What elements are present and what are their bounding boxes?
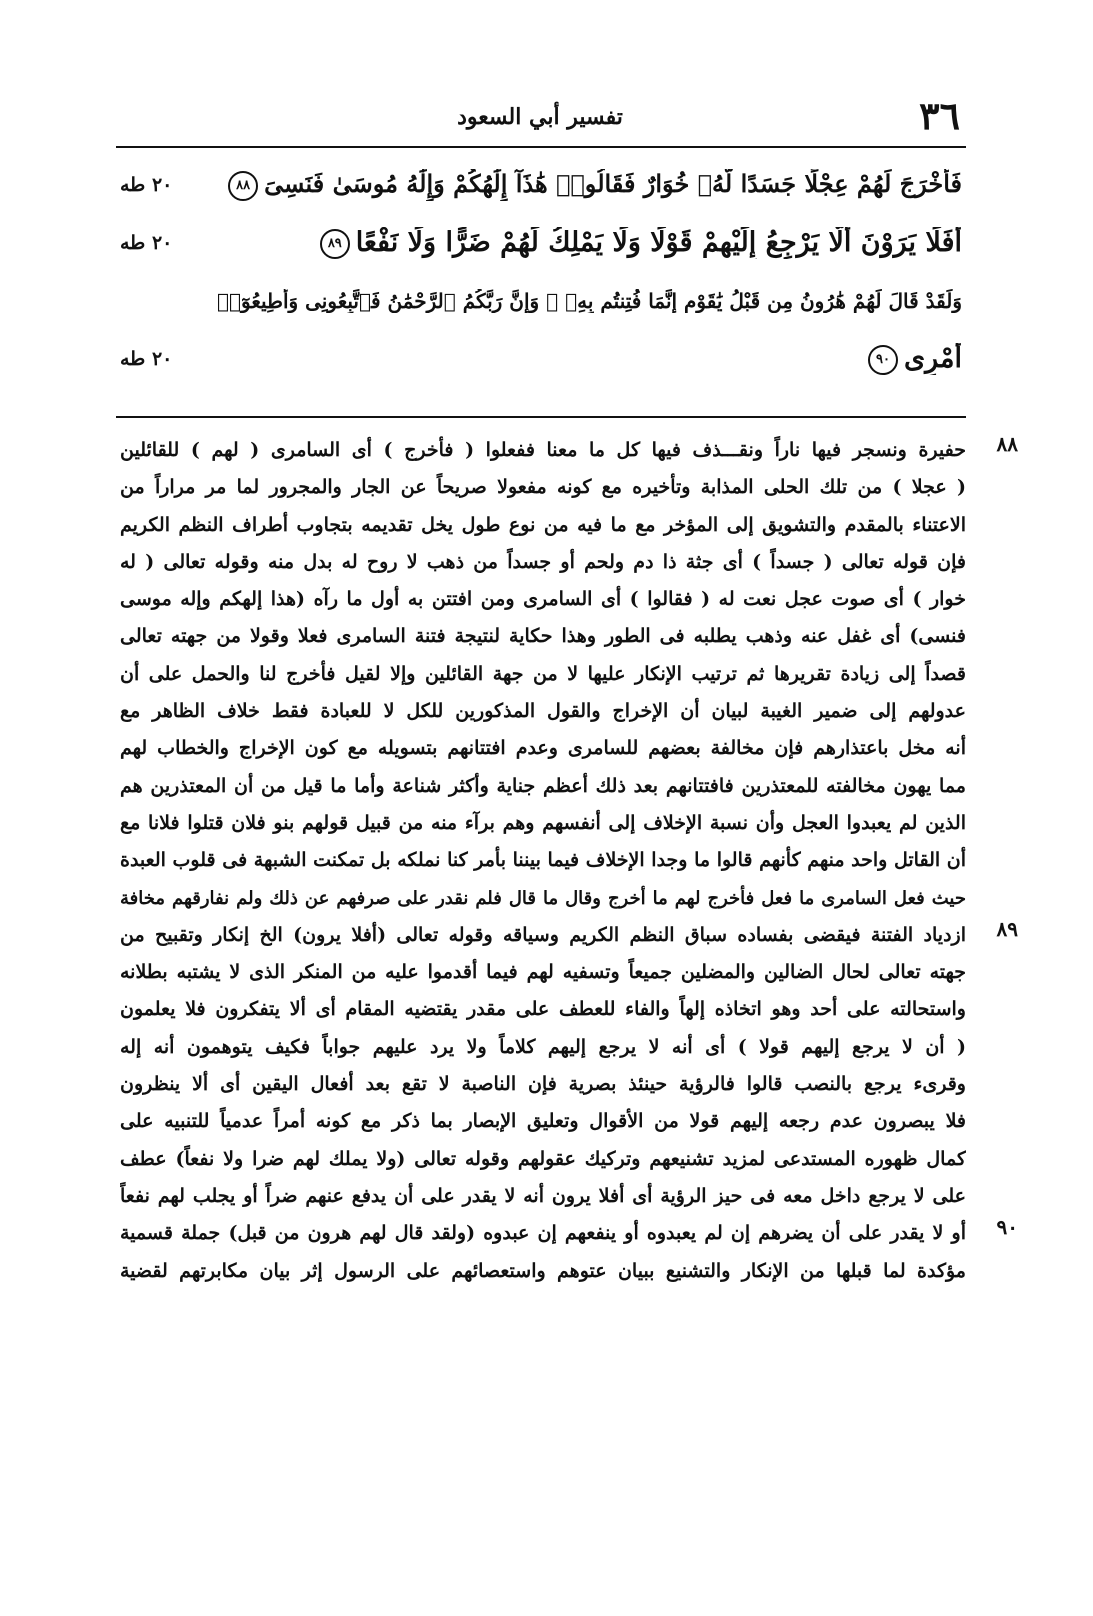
- verse-words: أَمْرِى: [904, 343, 962, 375]
- header-rule: [116, 146, 966, 148]
- commentary-line: الاعتناء بالمقدم والتشويق إلى المؤخر مع ما فيه من نوع طول يخل تقديمه بتجاوب أطراف النظم الكريم: [120, 513, 966, 536]
- commentary-line: ( عجلا ) من تلك الحلى المذابة وتأخيره مع كونه مفعولا صريحاً عن الجار والمجرور لما مر مراراً من: [120, 476, 966, 499]
- commentary-line: جهته تعالى لحال الضالين والمضلين جميعاً وتسفيه لهم فيما أقدموا عليه من المنكر الذى لا يشتبه بطلانه: [120, 961, 966, 984]
- verse-line: [120, 330, 962, 388]
- commentary-line: خوار ) أى صوت عجل نعت له ( فقالوا ) أى السامرى ومن افتتن به أول ما رآه (هذا إلهكم وإله موسى: [120, 588, 966, 611]
- commentary-line: أن القاتل واحد منهم كأنهم قالوا ما وجدا الإخلاف فيما بيننا بأمر كنا نملكه بل تمكنت الشبهة فى قلوب العبدة: [120, 849, 966, 872]
- commentary-line: عدولهم إلى ضمير الغيبة لبيان أن الإخراج والقول المذكورين للكل لا للعبادة فقط خلاف الظاهر مع: [120, 700, 966, 723]
- commentary-line: فإن قوله تعالى ( جسداً ) أى جثة ذا دم ولحم أو جسداً من ذهب لا روح له بدل منه وقوله تعالى ( له: [120, 550, 966, 573]
- verse-margin-number: ٨٨: [996, 432, 1018, 456]
- verse-words: فَأَخْرَجَ لَهُمْ عِجْلًا جَسَدًا لَّهُۥ خُوَارٌ فَقَالُوا۟ هَٰذَآ إِلَٰهُكُمْ وَإِلَٰهُ مُوسَىٰ فَنَسِىَ: [264, 169, 962, 199]
- commentary-block: [120, 432, 1018, 1290]
- commentary-line: وقرىء يرجع بالنصب قالوا فالرؤية حينئذ بصرية فإن الناصبة لا تقع بعد أفعال اليقين أى ألا ينظرون: [120, 1073, 966, 1096]
- commentary-line: كمال ظهوره المستدعى لمزيد تشنيعهم وتركيك عقولهم وقوله تعالى (ولا يملك لهم ضرا ولا نفعاً) عطف: [120, 1147, 966, 1170]
- commentary-line: أنه مخل باعتذارهم فإن مخالفة بعضهم للسامرى وعدم افتتانهم بتسويله مع كون الإخراج والخطاب لهم: [120, 737, 966, 760]
- verse-words: وَلَقَدْ قَالَ لَهُمْ هَٰرُونُ مِن قَبْلُ يَٰقَوْمِ إِنَّمَا فُتِنتُم بِهِۦ ۖ وَإِنَّ رَبَّكُمُ ٱلرَّحْمَٰنُ فَٱتَّبِعُونِى وَأَطِيعُوٓا۟: [217, 289, 962, 313]
- quran-verses-block: [120, 156, 962, 388]
- page-number: ٣٦: [919, 93, 960, 138]
- verse-margin-number: ٨٩: [996, 916, 1018, 941]
- verse-words: أَفَلَا يَرَوْنَ أَلَّا يَرْجِعُ إِلَيْهِمْ قَوْلًا وَلَا يَمْلِكُ لَهُمْ ضَرًّا وَلَا نَفْعًا: [355, 227, 962, 259]
- commentary-line: فلا يبصرون عدم رجعه إليهم قولا من الأقوال وتعليق الإبصار بما ذكر مع كونه أمراً عدمياً للتنبيه على: [120, 1110, 966, 1133]
- commentary-line: ( أن لا يرجع إليهم قولا ) أى أنه لا يرجع إليهم كلاماً ولا يرد عليهم جواباً فكيف يتوهمون أنه إله: [120, 1035, 966, 1058]
- commentary-line: مما يهون مخالفته للمعتذرين فافتتانهم بعد ذلك أعظم جناية وأكثر شناعة وأما ما قيل من أن المعتذرين هم: [120, 774, 966, 797]
- verse-margin-number: ٩٠: [996, 1215, 1018, 1240]
- commentary-line: أو لا يقدر على أن يضرهم إن لم يعبدوه أو ينفعهم إن عبدوه (ولقد قال لهم هرون من قبل) جملة قسمية: [120, 1222, 966, 1245]
- commentary-line: ازدياد الفتنة فيقضى بفساده سباق النظم الكريم وسياقه وقوله تعالى (أفلا يرون) الخ إنكار وتقبيح من: [120, 923, 966, 946]
- verse-text: [212, 289, 962, 313]
- ayah-number-marker: ٨٩: [320, 229, 350, 259]
- ayah-number-marker: ٩٠: [868, 345, 898, 375]
- verse-line: [120, 214, 962, 272]
- page-header: [120, 92, 960, 144]
- verse-line: [120, 272, 962, 330]
- verse-text: [212, 227, 962, 259]
- ayah-number-marker: ٨٨: [228, 171, 258, 201]
- verse-text: [212, 169, 962, 201]
- commentary-line: قصداً إلى زيادة تقريرها ثم ترتيب الإنكار عليها لا من جهة القائلين وإلا لقيل فأخرج لنا والحمل على أن: [120, 662, 966, 685]
- commentary-line: حفيرة ونسجر فيها ناراً ونقـــذف فيها كل ما معنا ففعلوا ( فأخرج ) أى السامرى ( لهم ) للقائلين: [120, 439, 966, 461]
- commentary-line: مؤكدة لما قبلها من الإنكار والتشنيع ببيان عتوهم واستعصائهم على الرسول إثر بيان مكابرتهم لقضية: [120, 1259, 966, 1282]
- verses-divider-rule: [116, 416, 966, 418]
- verse-reference: ٢٠ طه: [120, 232, 173, 254]
- commentary-line: حيث فعل السامرى ما فعل فأخرج لهم ما أخرج وقال ما قال فلم نقدر على صرفهم عن ذلك ولم نفارقهم مخافة: [120, 887, 966, 909]
- commentary-line: فنسى) أى غفل عنه وذهب يطلبه فى الطور وهذا حكاية لنتيجة فتنة السامرى فعلا وقولا من جهته تعالى: [120, 625, 966, 648]
- verse-reference: ٢٠ طه: [120, 174, 173, 196]
- commentary-line: الذين لم يعبدوا العجل وأن نسبة الإخلاف إلى أنفسهم وهم برآء منه من قبيل قولهم بنو فلان قتلوا فلانا مع: [120, 811, 966, 834]
- commentary-line: على لا يرجع داخل معه فى حيز الرؤية أى أفلا يرون أنه لا يقدر على أن يدفع عنهم ضراً أو يجلب لهم نفعاً: [120, 1184, 966, 1207]
- verse-reference: ٢٠ طه: [120, 348, 173, 370]
- verse-text: [212, 343, 962, 375]
- verse-line: [120, 156, 962, 214]
- commentary-line: واستحالته على أحد وهو اتخاذه إلهاً والفاء للعطف على مقدر يقتضيه المقام أى ألا يتفكرون فلا يعلمون: [120, 998, 966, 1021]
- running-title: تفسير أبي السعود: [457, 104, 623, 130]
